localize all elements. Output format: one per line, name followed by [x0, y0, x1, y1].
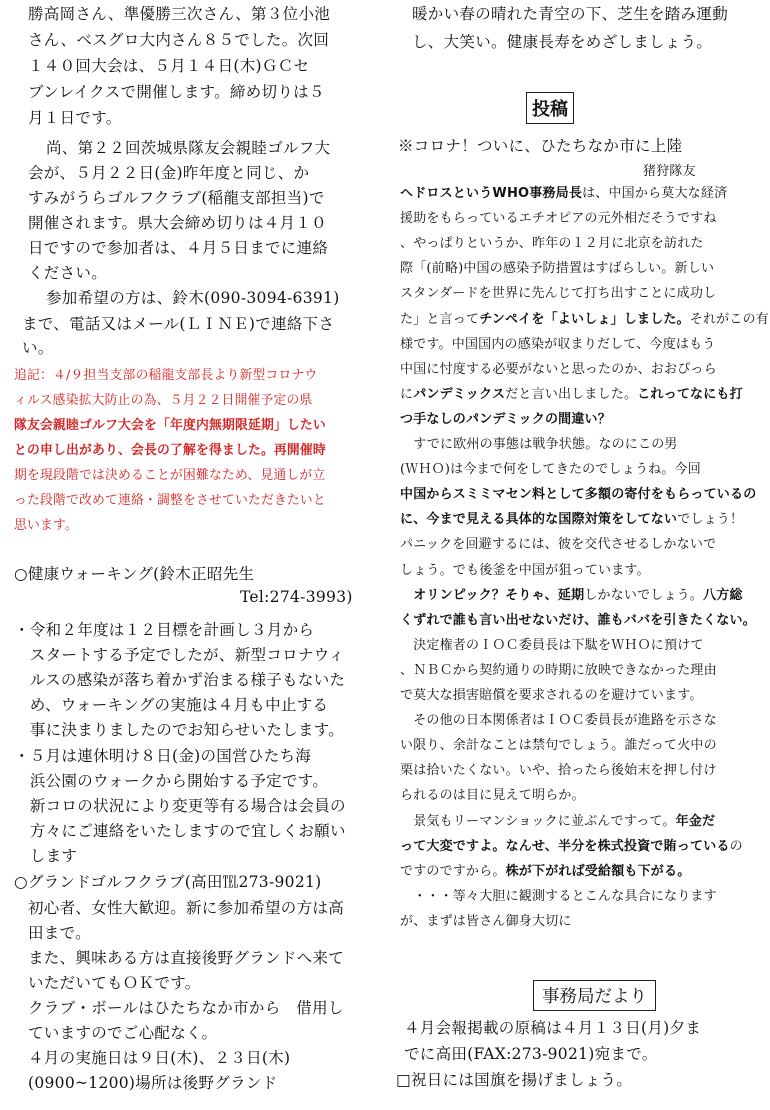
corona-body-segment: オリンピック？そりゃ、延期 — [400, 587, 585, 603]
intro-line: し、大笑い。健康長寿をめざしましょう。 — [412, 33, 713, 51]
corona-body-line — [400, 408, 611, 427]
corona-body-line — [400, 885, 717, 904]
grandgolf-title: ○グランドゴルフクラブ(高田℡273-9021) — [14, 873, 322, 891]
grandgolf-line: いただいてもＯＫです。 — [28, 974, 201, 992]
corona-body-segment: 景気もリーマンショックに並ぶんですって。 — [400, 813, 676, 829]
walking-item-line: します — [14, 847, 78, 865]
corona-body-segment: パニックを回避するには、彼を交代させるしかないで — [400, 537, 717, 553]
corona-body-segment: だと言い出しました。 — [505, 386, 638, 402]
notice-red-line: 期を現段階では決めることが困難なため、見通しが立 — [14, 468, 326, 483]
corona-body-segment: つ手なしのパンデミックの間違い？ — [400, 411, 611, 427]
corona-body-segment: 栗は拾いたくない。いや、拾ったら後始末を押し付け — [400, 763, 717, 779]
corona-body-segment: 八方総 — [703, 587, 743, 603]
corona-body-line — [400, 734, 717, 753]
walking-title: ○健康ウォーキング(鈴木正昭先生 — [14, 565, 255, 583]
toko-heading: 投稿 — [526, 92, 574, 124]
notice-red-line: 追記：４/９担当支部の稲龍支部長より新型コロナウ — [14, 368, 318, 383]
grandgolf-line: 初心者、女性大歓迎。新に参加希望の方は高 — [28, 899, 345, 917]
corona-body-line — [400, 634, 704, 653]
corona-body-line — [400, 282, 716, 301]
office-line: □祝日には国旗を揚げましょう。 — [396, 1071, 633, 1089]
kenkai-line: ください。 — [28, 264, 108, 282]
corona-body-segment: 、やっぱりというか、昨年の１２月に北京を訪れた — [400, 236, 704, 252]
corona-body-line — [400, 759, 717, 778]
grandgolf-line: クラブ・ボールはひたちなか市から 借用し — [28, 999, 344, 1017]
grandgolf-line: (0900~1200)場所は後野グランド — [28, 1074, 278, 1092]
walking-item-line: ・５月は連休明け８日(金)の国営ひたち海 — [14, 747, 312, 765]
corona-body-line — [400, 207, 717, 226]
walking-item-line: スタートする予定でしたが、新型コロナウィ — [14, 646, 345, 664]
corona-body-line — [400, 860, 690, 879]
corona-body-line — [400, 684, 703, 703]
notice-red-line: 隊友会親睦ゴルフ大会を「年度内無期限延期」したい — [14, 418, 326, 433]
corona-body-line — [400, 835, 743, 854]
corona-body-line — [400, 709, 717, 728]
corona-body-line — [400, 508, 743, 527]
corona-body-line — [400, 810, 715, 829]
corona-body-line — [400, 383, 743, 402]
contact-line: い。 — [22, 339, 54, 357]
grandgolf-line: 田まで。 — [28, 924, 91, 942]
corona-body-segment: しかないでしょう。 — [584, 587, 704, 603]
office-heading: 事務局だより — [533, 980, 656, 1011]
corona-body-segment: 中国に忖度する必要がないと思ったのか、おおぴっら — [400, 361, 717, 377]
corona-body-segment: 援助をもらっているエチオピアの元外相だそうですね — [400, 211, 717, 227]
corona-body-segment: が、まずは皆さん御身大切に — [400, 913, 572, 929]
corona-body-line — [400, 358, 717, 377]
corona-body-segment: ・・・等々大胆に観測するとこんな具合になります — [400, 888, 717, 904]
office-line: でに高田(FAX:273-9021)宛まで。 — [404, 1045, 658, 1063]
notice-red-line: との申し出があり、会長の了解を得ました。再開催時 — [14, 443, 326, 458]
corona-body-segment: 決定権者のＩＯＣ委員長は下駄をＷＨＯに預けて — [400, 637, 704, 653]
grandgolf-line: ４月の実施日は９日(木)、２３日(木) — [28, 1049, 291, 1067]
corona-body-segment: それがこの有 — [689, 311, 769, 327]
corona-body-segment: くずれで誰も言い出せないだけ、誰もババを引きたくない。 — [400, 612, 756, 628]
golf-result-line: 勝高岡さん、準優勝三次さん、第３位小池 — [28, 5, 331, 23]
notice-red-line: 思います。 — [14, 518, 78, 533]
corona-body-segment: 際「(前略)中国の感染予防措置はすばらしい。新しい — [400, 261, 715, 277]
contact-line: 参加希望の方は、鈴木(090-3094-6391) — [46, 289, 340, 307]
notice-red-line: った段階で改めて連絡・調整をさせていただきたいと — [14, 493, 326, 508]
corona-body-segment: って大変ですよ。なんせ、半分を株式投資で賄っている — [400, 838, 730, 854]
corona-body-segment: その他の日本関係者はＩＯＣ委員長が進路を示さな — [400, 713, 717, 729]
kenkai-line: 開催されます。県大会締め切りは４月１０ — [28, 214, 327, 232]
corona-body-segment: た」と言って — [400, 311, 480, 327]
corona-body-segment: 年金だ — [675, 813, 716, 829]
office-line: ４月会報掲載の原稿は４月１３日(月)夕ま — [404, 1019, 702, 1037]
corona-body-segment: に — [400, 386, 414, 402]
golf-result-line: １４０回大会は、５月１４日(木)ＧＣセ — [28, 57, 310, 75]
kenkai-line: 日ですので参加者は、４月５日までに連絡 — [28, 239, 329, 257]
corona-body-segment: でしょう！ — [677, 512, 744, 528]
corona-author: 猪狩隊友 — [643, 164, 696, 179]
kenkai-line: すみがうらゴルフクラブ(稲龍支部担当)で — [28, 189, 325, 207]
corona-body-line — [400, 584, 743, 603]
corona-body-segment: られるのは目に見えて明らか。 — [400, 788, 585, 804]
grandgolf-line: ていますのでご心配なく。 — [28, 1024, 218, 1042]
notice-red-line: ィルス感染拡大防止の為、５月２２日開催予定の県 — [14, 393, 313, 408]
corona-body-line — [400, 308, 769, 327]
corona-body-segment: (ＷＨＯ)は今まで何をしてきたのでしょうね。今回 — [400, 462, 701, 478]
corona-body-segment: すでに欧州の事態は戦争状態。なのにこの男 — [400, 437, 678, 452]
corona-body-segment: ですのですから。 — [400, 863, 506, 879]
corona-title: ※コロナ！ついに、ひたちなか市に上陸 — [398, 137, 683, 155]
walking-item-line: め、ウォーキングの実施は４月も中止する — [14, 696, 329, 714]
golf-result-line: 月１日です。 — [28, 109, 122, 127]
corona-body-line — [400, 458, 701, 477]
corona-body-segment: に、今まで見える具体的な国際対策をしてない — [400, 512, 678, 528]
walking-item-line: 新コロの状況により変更等有る場合は会員の — [14, 797, 346, 815]
corona-body-segment: の — [729, 838, 743, 854]
corona-body-line — [400, 609, 756, 628]
corona-body-line — [400, 483, 756, 502]
corona-body-segment: スタンダードを世界に先んじて打ち出すことに成功し — [400, 286, 717, 302]
corona-body-line — [400, 433, 678, 452]
kenkai-line: 尚、第２２回茨城県隊友会親睦ゴルフ大 — [46, 139, 331, 157]
corona-body-segment: 、ＮＢＣから契約通りの時期に放映できなかった理由 — [400, 662, 717, 678]
corona-body-segment: しょう。でも後釜を中国が狙っています。 — [400, 562, 650, 578]
corona-body-segment: パンデミックス — [413, 386, 506, 402]
walking-item-line: 事に決まりましたのでお知らせいたします。 — [14, 721, 345, 739]
golf-result-line: さん、ベスグロ大内さん８５でした。次回 — [28, 31, 330, 49]
corona-body-line — [400, 533, 716, 552]
intro-line: 暖かい春の晴れた青空の下、芝生を踏み運動 — [412, 5, 729, 23]
corona-body-line — [400, 910, 572, 929]
corona-body-line — [400, 784, 585, 803]
corona-body-segment: い限り、余計なことは禁句でしょう。誰だって火中の — [400, 738, 717, 754]
corona-body-segment: で莫大な損害賠償を要求されるのを避けています。 — [400, 688, 703, 703]
corona-body-segment: ヘドロスというWHO事務局長 — [400, 186, 583, 201]
corona-body-segment: 様です。中国国内の感染が収まりだして、今度はもう — [400, 336, 716, 352]
grandgolf-line: また、興味ある方は直接後野グランドへ来て — [28, 949, 345, 967]
corona-body-line — [400, 659, 717, 678]
walking-item-line: ・令和２年度は１２目標を計画し３月から — [14, 621, 315, 639]
contact-line: まで、電話又はメール(ＬＩＮＥ)で連絡下さ — [22, 315, 335, 333]
corona-body-line — [400, 257, 714, 276]
corona-body-segment: は、中国から莫大な経済 — [582, 186, 728, 201]
corona-body-line — [400, 232, 704, 251]
golf-result-line: ブンレイクスで開催します。締め切りは５ — [28, 83, 325, 101]
corona-body-segment: 株が下がれば受給額も下がる。 — [505, 863, 691, 879]
walking-item-line: ルスの感染が落ち着かず治まる様子もないた — [14, 671, 346, 689]
walking-item-line: 浜公園のウォークから開始する予定です。 — [14, 772, 329, 790]
walking-item-line: 方々にご連絡をいたしますので宜しくお願い — [14, 822, 346, 840]
corona-body-line — [400, 559, 650, 578]
walking-tel: Tel:274-3993) — [240, 588, 353, 606]
corona-body-segment: チンペイを「よいしょ」しました。 — [479, 311, 690, 327]
corona-body-line — [400, 182, 727, 201]
corona-body-segment: 中国からスミミマセン料として多額の寄付をもらっているの — [400, 487, 757, 503]
corona-body-segment: これってなにも打 — [637, 386, 743, 402]
kenkai-line: 会が、５月２２日(金)昨年度と同じ、か — [28, 164, 310, 182]
corona-body-line — [400, 333, 716, 352]
